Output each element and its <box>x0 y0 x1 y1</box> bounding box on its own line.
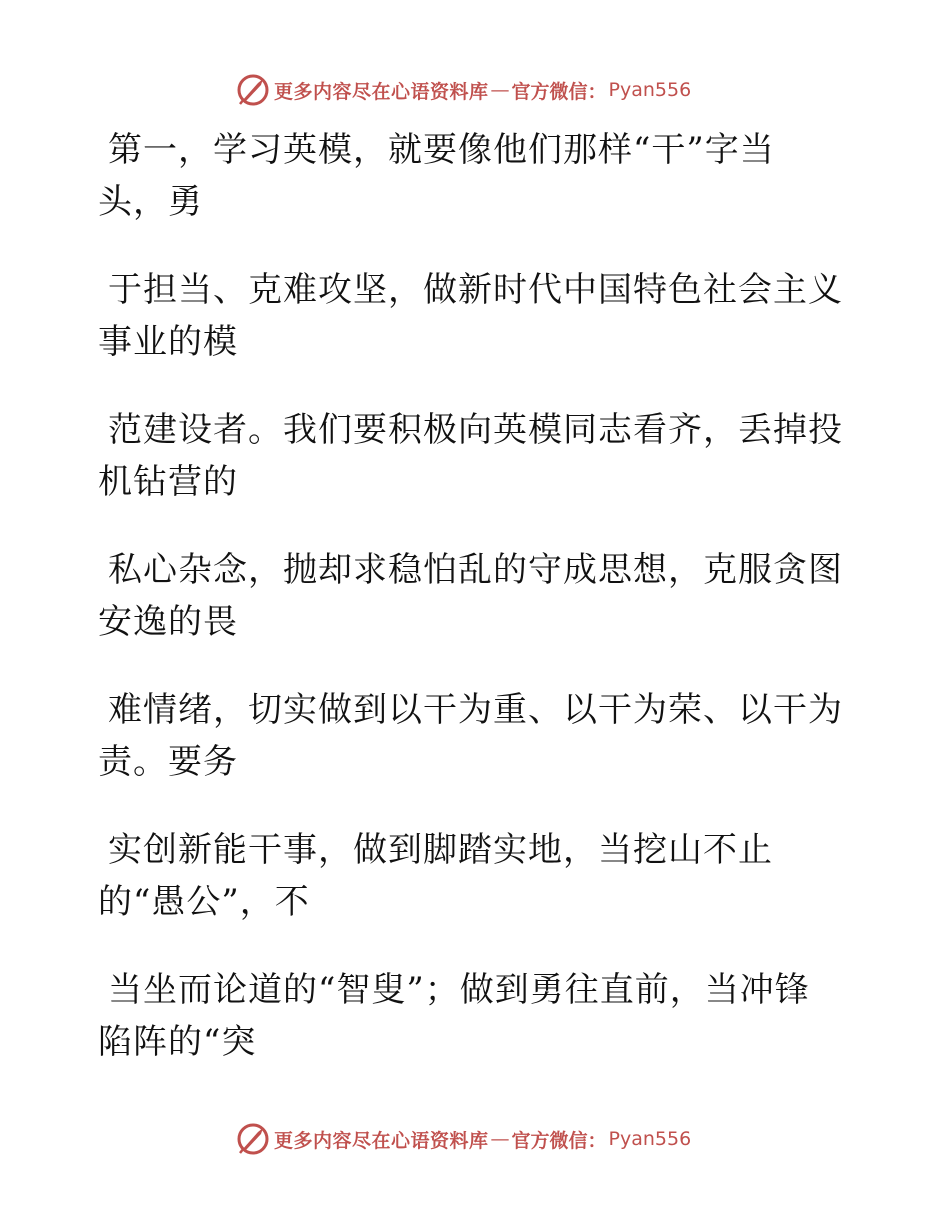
document-body <box>98 124 858 1104</box>
paragraph-line: 范建设者。我们要积极向英模同志看齐，丢掉投 <box>108 410 843 450</box>
paragraph-line: 机钻营的 <box>98 462 238 502</box>
paragraph-line: 第一，学习英模，就要像他们那样“干”字当 <box>108 130 775 170</box>
banner-dash: — <box>490 79 510 101</box>
paragraph <box>98 544 858 648</box>
footer-banner <box>236 1121 756 1157</box>
paragraph-line: 责。要务 <box>98 742 238 782</box>
paragraph-line: 头，勇 <box>98 182 203 222</box>
banner-wechat-id: Pyan556 <box>608 1128 692 1150</box>
paragraph <box>98 824 858 928</box>
paragraph-line: 难情绪，切实做到以干为重、以干为荣、以干为 <box>108 690 843 730</box>
paragraph <box>98 264 858 368</box>
paragraph <box>98 404 858 508</box>
paragraph-line: 于担当、克难攻坚，做新时代中国特色社会主义 <box>108 270 843 310</box>
paragraph <box>98 124 858 228</box>
paragraph-line: 当坐而论道的“智叟”；做到勇往直前，当冲锋 <box>108 970 810 1010</box>
paragraph-line: 安逸的畏 <box>98 602 238 642</box>
banner-dash: — <box>490 1128 510 1150</box>
paragraph-line: 实创新能干事，做到脚踏实地，当挖山不止 <box>108 830 773 870</box>
paragraph <box>98 684 858 788</box>
quill-pen-logo-icon <box>236 1122 270 1156</box>
banner-site-text: 更多内容尽在心语资料库 <box>274 80 489 103</box>
banner-wechat-label: 官方微信： <box>511 80 607 103</box>
header-banner <box>236 72 756 108</box>
paragraph <box>98 964 858 1068</box>
paragraph-line: 事业的模 <box>98 322 238 362</box>
paragraph-line: 陷阵的“突 <box>98 1022 257 1062</box>
paragraph-line: 私心杂念，抛却求稳怕乱的守成思想，克服贪图 <box>108 550 843 590</box>
banner-wechat-id: Pyan556 <box>608 79 692 101</box>
paragraph-line: 的“愚公”，不 <box>98 882 310 922</box>
quill-pen-logo-icon <box>236 73 270 107</box>
banner-wechat-label: 官方微信： <box>511 1129 607 1152</box>
banner-site-text: 更多内容尽在心语资料库 <box>274 1129 489 1152</box>
